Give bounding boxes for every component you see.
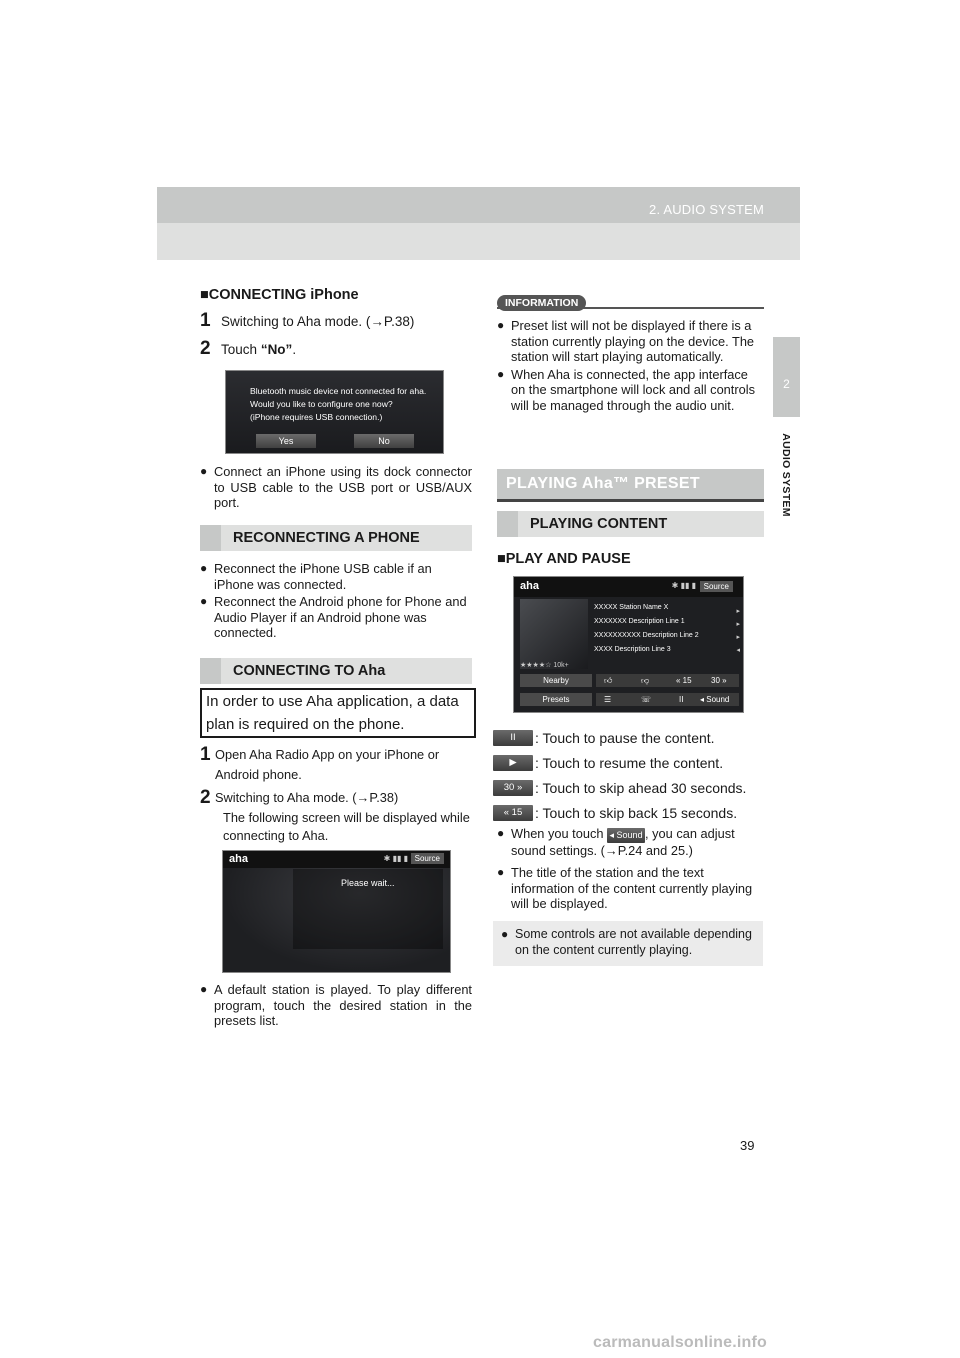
aha-logo: aha [520,580,539,592]
control-desc: : Touch to resume the content. [535,754,724,771]
step-text: Switching to Aha mode. (→P.38) [221,314,415,329]
bullet-text: Connect an iPhone using its dock connector to USB cable to the USB port or USB/AUX port. [214,464,472,510]
bullet-icon: ● [200,464,208,478]
bullet-icon: ● [200,594,208,608]
connect-iphone-bullet [200,464,472,511]
page-number: 39 [740,1138,755,1153]
bullet-text: Reconnect the Android phone for Phone and Audio Player if an Android phone was connected. [214,594,467,640]
skip-ahead-30-icon: 30 » [493,780,533,796]
chapter-tab [773,337,800,417]
reconnect-bullets [200,561,472,641]
control-descriptions [493,725,763,825]
yes-button[interactable]: Yes [256,434,316,448]
dialog-message [250,385,426,424]
sound-label: Sound [706,695,730,704]
step-1-open-app [200,744,472,785]
step-text: Open Aha Radio App on your iPhone or Android phone. [215,747,440,782]
play-icon: ▶ [493,755,533,771]
play-pause-title: ■PLAY AND PAUSE [497,551,631,567]
description-line: XXXXXXX Description Line 1 [594,618,685,625]
watermark: carmanualsonline.info [593,1334,768,1351]
section-marker [200,658,221,684]
bullet-text: Some controls are not available depending on the content currently playing. [515,927,752,957]
station-name: XXXXX Station Name X [594,604,669,611]
step-text: Switching to Aha mode. (→P.38) [215,790,399,805]
section-title: PLAYING CONTENT [530,516,668,532]
nearby-button[interactable]: Nearby [520,674,592,687]
information-rule [497,307,764,309]
description-line: XXXXXXXXXX Description Line 2 [594,632,699,639]
data-plan-note-box: In order to use Aha application, a data plan is required on the phone. [200,688,476,738]
bullet-text: Reconnect the iPhone USB cable if an iPhone was connected. [214,561,432,592]
section-playing-content [497,511,764,537]
sound-bullet-prefix: When you touch [511,826,604,841]
aha-connecting-screen [222,850,451,973]
back-15-label: 15 [682,676,692,685]
note-content [493,921,763,958]
dialog-line-3: (iPhone requires USB connection.) [250,412,383,422]
bullet-icon: ● [497,826,505,840]
player-controls-row-2 [596,693,739,706]
sound-bullet-suffix: , you can adjust sound settings. (→P.24 and 25.) [511,826,735,858]
control-desc: : Touch to skip ahead 30 seconds. [535,779,747,796]
bullet-text: The title of the station and the text information of the content currently playing will be displayed. [511,865,753,911]
skip-ahead-30-button[interactable]: 30 » [711,676,727,685]
bluetooth-dialog-screen [225,370,444,454]
control-row-skip-back [493,800,763,825]
section-marker [497,511,518,537]
control-row-play [493,750,763,775]
bullet-icon: ● [200,982,208,996]
aha-logo: aha [229,853,248,865]
controls-note-box [493,921,763,966]
bullet-text [511,826,764,859]
no-button[interactable]: No [354,434,414,448]
step-text-bold: “No” [260,342,293,357]
header-band-lower [157,223,800,260]
section-title: CONNECTING TO Aha [233,663,386,679]
sound-button-icon: ◂ Sound [607,828,645,843]
phone-icon[interactable]: ☏ [641,695,652,704]
thumbs-up-icon[interactable]: 👍︎ [604,676,613,685]
list-scroll-arrows: ▸ ▸ ▸ ◂ [736,608,740,654]
step-text-prefix: Touch [221,342,261,357]
connecting-iphone-title: ■CONNECTING iPhone [200,287,359,303]
header-section-title: 2. AUDIO SYSTEM [649,202,764,217]
section-connecting-to-aha [200,658,472,684]
bullet-icon: ● [200,561,208,575]
section-title: PLAYING Aha™ PRESET [506,475,700,492]
station-artwork [520,599,588,669]
bullet-text: When Aha is connected, the app interface on the smartphone will lock and all controls will be managed through the audio unit. [511,366,755,413]
step-subtext: The following screen will be displayed while connecting to Aha. [223,810,470,843]
sound-button-label: Sound [616,830,643,840]
step-number: 1 [200,744,211,765]
control-row-skip-ahead [493,775,763,800]
list-icon[interactable]: ☰ [604,695,612,704]
step-1 [200,310,414,332]
rating-stars: ★★★★☆ 10k+ [520,662,569,669]
step-number: 1 [200,310,211,331]
information-bullets [497,318,762,413]
section-marker [200,525,221,551]
ahead-30-label: 30 [711,676,720,685]
step-2 [200,338,296,360]
step-text-suffix: . [292,342,297,357]
dialog-line-1: Bluetooth music device not connected for aha. [250,386,427,396]
aha-player-screen [513,576,744,713]
sound-button[interactable]: ◂ Sound [700,695,730,704]
source-button[interactable]: Source [411,853,444,864]
player-controls-row-1 [596,674,739,687]
chapter-label [770,425,802,525]
station-info-lines [594,601,719,657]
section-playing-aha-preset [497,469,764,502]
please-wait-message: Please wait... [341,878,395,888]
likes-count: 10k+ [553,662,569,669]
bullet-text: A default station is played. To play different program, touch the desired station in the presets list. [214,982,472,1028]
chapter-number: 2 [783,377,790,391]
description-line: XXXX Description Line 3 [594,646,671,653]
source-button[interactable]: Source [700,581,733,592]
step-2-switch-aha [200,787,472,845]
section-reconnecting-phone [200,525,472,551]
status-icons: ✱ ▮▮ ▮ [383,854,408,863]
dialog-line-2: Would you like to configure one now? [250,399,393,409]
skip-back-15-button[interactable]: « 15 [676,676,692,685]
chapter-label-text: AUDIO SYSTEM [780,433,792,517]
bullet-icon: ● [501,927,509,941]
bullet-icon: ● [497,366,505,381]
control-row-pause [493,725,763,750]
bullet-icon: ● [497,865,505,879]
section-title: RECONNECTING A PHONE [233,530,420,546]
bullet-icon: ● [497,318,505,332]
sound-bullet [497,826,764,859]
default-station-bullet [200,982,472,1029]
thumbs-down-icon[interactable]: 👎︎ [641,676,650,685]
pause-icon: II [493,730,533,746]
step-number: 2 [200,787,211,808]
control-desc: : Touch to skip back 15 seconds. [535,804,738,821]
pause-icon[interactable]: II [679,695,684,704]
title-info-bullet [497,865,764,912]
step-number: 2 [200,338,211,359]
control-desc: : Touch to pause the content. [535,729,715,746]
presets-button[interactable]: Presets [520,693,592,706]
information-pill: INFORMATION [497,295,586,311]
skip-back-15-icon: « 15 [493,805,533,821]
status-icons: ✱ ▮▮ ▮ [671,581,696,590]
bullet-text: Preset list will not be displayed if there is a station currently playing on the device. The station will start playing automatically. [511,318,755,364]
